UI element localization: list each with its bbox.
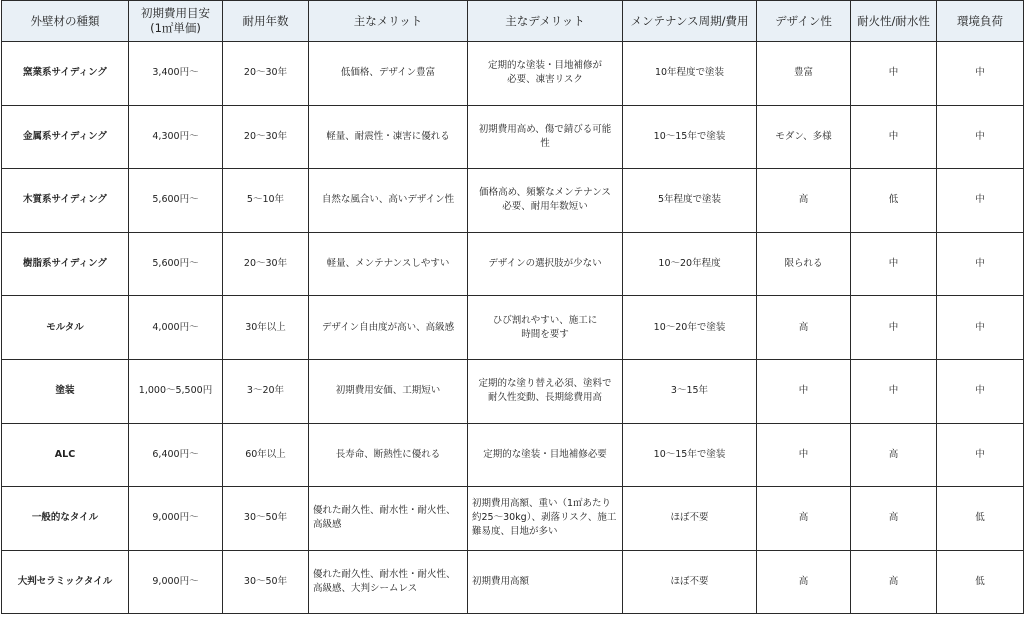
table-body: [2, 42, 1024, 614]
cell-lifespan: 60年以上: [223, 423, 309, 487]
cell-design: モダン、多様: [757, 105, 851, 169]
cell-design: 中: [757, 359, 851, 423]
cell-merits: 初期費用安価、工期短い: [309, 359, 468, 423]
cell-merits: 優れた耐久性、耐水性・耐火性、 高級感: [309, 487, 468, 551]
cell-initial-cost: 6,400円〜: [129, 423, 223, 487]
cell-initial-cost: 5,600円〜: [129, 169, 223, 233]
table-row: [2, 359, 1024, 423]
cell-environment: 低: [937, 550, 1024, 614]
cell-lifespan: 5〜10年: [223, 169, 309, 233]
cell-environment: 低: [937, 487, 1024, 551]
cell-design: 限られる: [757, 232, 851, 296]
cell-material-name: 金属系サイディング: [2, 105, 129, 169]
table-row: [2, 487, 1024, 551]
cell-lifespan: 30年以上: [223, 296, 309, 360]
cell-initial-cost: 4,000円〜: [129, 296, 223, 360]
header-fire-water: 耐火性/耐水性: [851, 1, 937, 42]
cell-merits: 自然な風合い、高いデザイン性: [309, 169, 468, 233]
cell-initial-cost: 1,000〜5,500円: [129, 359, 223, 423]
cell-merits: 軽量、メンテナンスしやすい: [309, 232, 468, 296]
cell-fire-water: 中: [851, 232, 937, 296]
cell-material-name: 一般的なタイル: [2, 487, 129, 551]
header-environment: 環境負荷: [937, 1, 1024, 42]
cell-maintenance: ほぼ不要: [623, 550, 757, 614]
header-type: 外壁材の種類: [2, 1, 129, 42]
cell-merits: 優れた耐久性、耐水性・耐火性、 高級感、大判シームレス: [309, 550, 468, 614]
cell-maintenance: 10〜15年で塗装: [623, 105, 757, 169]
cell-design: 高: [757, 169, 851, 233]
header-initial-cost: 初期費用目安 (1㎡単価): [129, 1, 223, 42]
cell-merits: 軽量、耐震性・凍害に優れる: [309, 105, 468, 169]
cell-demerits: 初期費用高め、傷で錆びる可能 性: [468, 105, 623, 169]
cell-maintenance: 10〜20年で塗装: [623, 296, 757, 360]
cell-design: 中: [757, 423, 851, 487]
cell-demerits: 定期的な塗り替え必須、塗料で 耐久性変動、長期総費用高: [468, 359, 623, 423]
header-lifespan: 耐用年数: [223, 1, 309, 42]
cell-lifespan: 30〜50年: [223, 487, 309, 551]
cell-environment: 中: [937, 423, 1024, 487]
cell-fire-water: 高: [851, 487, 937, 551]
cell-merits: デザイン自由度が高い、高級感: [309, 296, 468, 360]
cell-maintenance: 5年程度で塗装: [623, 169, 757, 233]
cell-environment: 中: [937, 42, 1024, 106]
cell-fire-water: 中: [851, 42, 937, 106]
cell-lifespan: 3〜20年: [223, 359, 309, 423]
header-design: デザイン性: [757, 1, 851, 42]
cell-material-name: 塗装: [2, 359, 129, 423]
cell-environment: 中: [937, 296, 1024, 360]
cell-design: 高: [757, 550, 851, 614]
cell-lifespan: 20〜30年: [223, 232, 309, 296]
header-row: [2, 1, 1024, 42]
cell-material-name: 窯業系サイディング: [2, 42, 129, 106]
cell-maintenance: 3〜15年: [623, 359, 757, 423]
cell-fire-water: 高: [851, 423, 937, 487]
cell-design: 高: [757, 296, 851, 360]
cell-fire-water: 高: [851, 550, 937, 614]
table-row: [2, 296, 1024, 360]
cell-initial-cost: 5,600円〜: [129, 232, 223, 296]
table-header: [2, 1, 1024, 42]
cell-environment: 中: [937, 105, 1024, 169]
cell-material-name: 樹脂系サイディング: [2, 232, 129, 296]
header-maintenance: メンテナンス周期/費用: [623, 1, 757, 42]
cell-demerits: 定期的な塗装・目地補修必要: [468, 423, 623, 487]
comparison-table: [1, 0, 1024, 614]
cell-demerits: デザインの選択肢が少ない: [468, 232, 623, 296]
cell-fire-water: 低: [851, 169, 937, 233]
cell-initial-cost: 4,300円〜: [129, 105, 223, 169]
cell-demerits: 初期費用高額: [468, 550, 623, 614]
cell-demerits: 初期費用高額、重い（1㎡あたり 約25〜30kg）、剥落リスク、施工 難易度、目地が多い: [468, 487, 623, 551]
cell-environment: 中: [937, 232, 1024, 296]
table-row: [2, 42, 1024, 106]
cell-material-name: 大判セラミックタイル: [2, 550, 129, 614]
cell-demerits: ひび割れやすい、施工に 時間を要す: [468, 296, 623, 360]
cell-fire-water: 中: [851, 359, 937, 423]
table-row: [2, 550, 1024, 614]
cell-merits: 低価格、デザイン豊富: [309, 42, 468, 106]
cell-lifespan: 20〜30年: [223, 105, 309, 169]
header-demerits: 主なデメリット: [468, 1, 623, 42]
cell-material-name: 木質系サイディング: [2, 169, 129, 233]
cell-demerits: 定期的な塗装・目地補修が 必要、凍害リスク: [468, 42, 623, 106]
cell-material-name: ALC: [2, 423, 129, 487]
table-row: [2, 169, 1024, 233]
cell-initial-cost: 3,400円〜: [129, 42, 223, 106]
header-merits: 主なメリット: [309, 1, 468, 42]
cell-lifespan: 20〜30年: [223, 42, 309, 106]
cell-lifespan: 30〜50年: [223, 550, 309, 614]
cell-maintenance: 10〜15年で塗装: [623, 423, 757, 487]
cell-environment: 中: [937, 359, 1024, 423]
cell-fire-water: 中: [851, 105, 937, 169]
table-row: [2, 423, 1024, 487]
cell-demerits: 価格高め、頻繁なメンテナンス 必要、耐用年数短い: [468, 169, 623, 233]
cell-initial-cost: 9,000円〜: [129, 550, 223, 614]
cell-fire-water: 中: [851, 296, 937, 360]
cell-maintenance: 10年程度で塗装: [623, 42, 757, 106]
cell-design: 高: [757, 487, 851, 551]
cell-merits: 長寿命、断熱性に優れる: [309, 423, 468, 487]
cell-initial-cost: 9,000円〜: [129, 487, 223, 551]
cell-design: 豊富: [757, 42, 851, 106]
cell-material-name: モルタル: [2, 296, 129, 360]
cell-maintenance: ほぼ不要: [623, 487, 757, 551]
table-row: [2, 105, 1024, 169]
table-row: [2, 232, 1024, 296]
cell-environment: 中: [937, 169, 1024, 233]
cell-maintenance: 10〜20年程度: [623, 232, 757, 296]
